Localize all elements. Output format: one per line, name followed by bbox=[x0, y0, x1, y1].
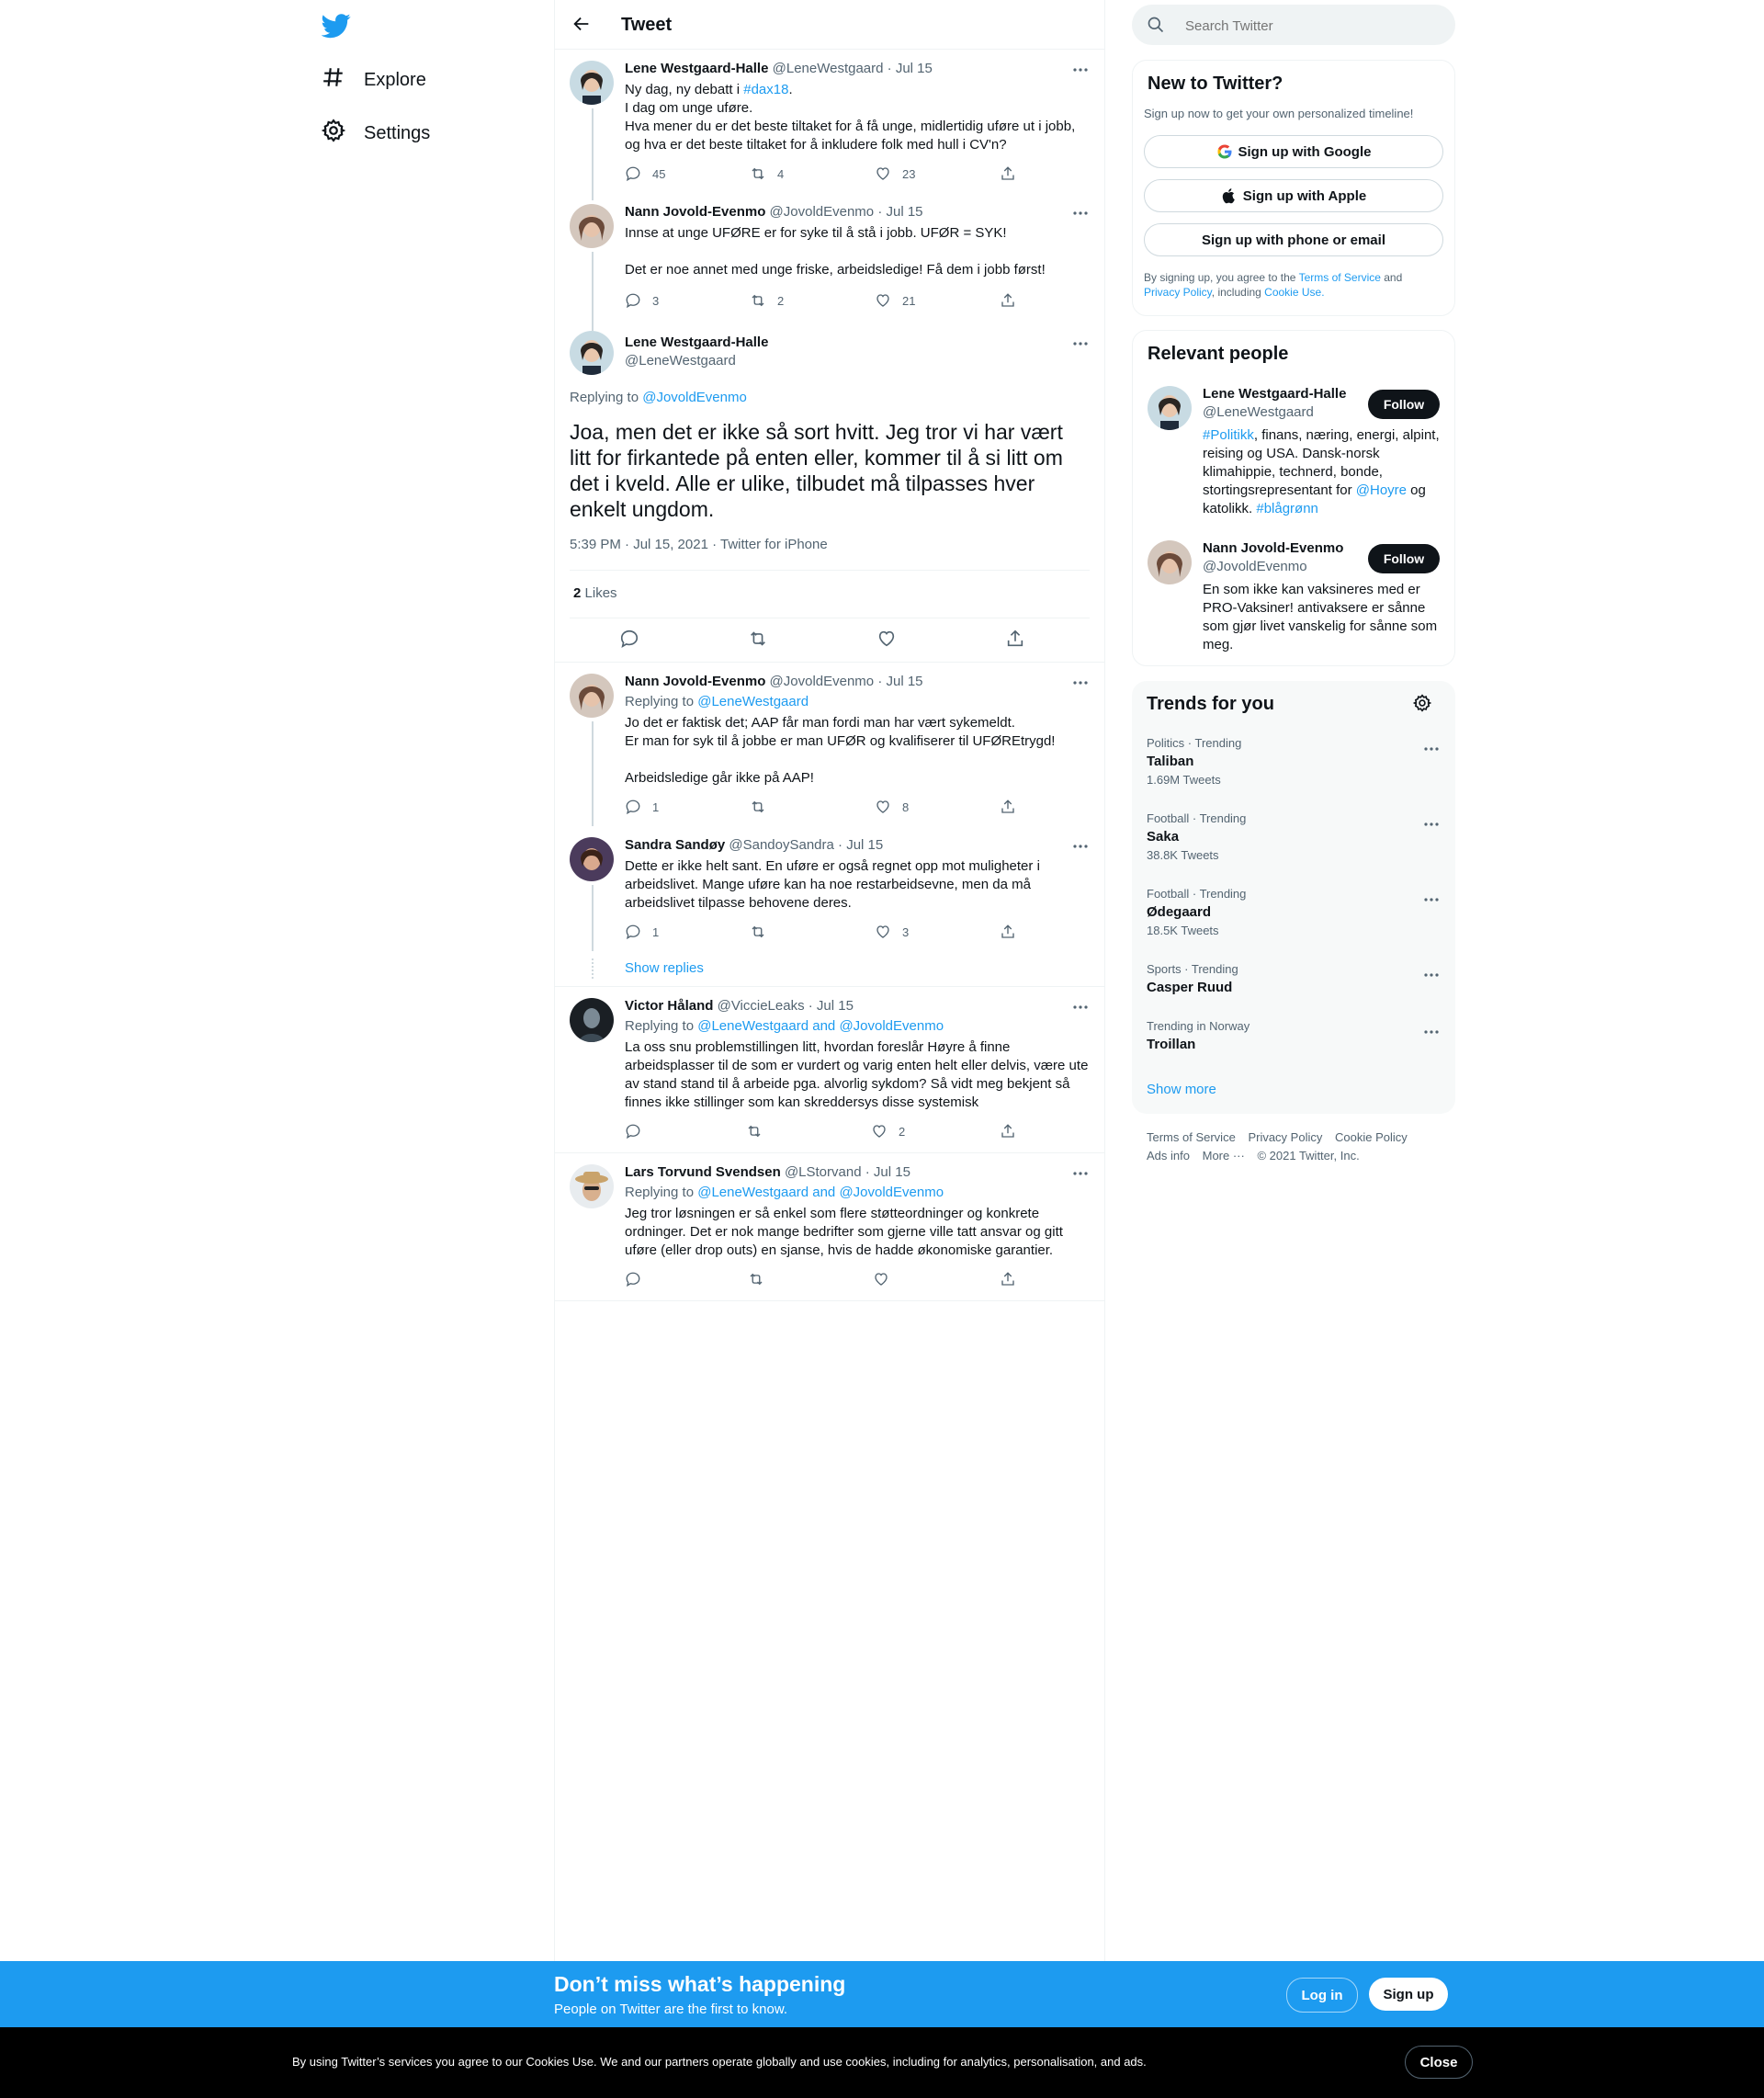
trend-item[interactable] bbox=[1147, 962, 1441, 995]
back-arrow-icon[interactable] bbox=[571, 14, 592, 34]
nav-explore-label: Explore bbox=[364, 69, 426, 90]
author-handle[interactable]: @ViccieLeaks bbox=[717, 998, 805, 1014]
tweet-actions bbox=[625, 165, 1011, 184]
trend-category: Politics · Trending bbox=[1147, 736, 1242, 750]
card-subtitle: Sign up now to get your own personalized timeline! bbox=[1144, 107, 1414, 120]
share-button[interactable] bbox=[1000, 799, 1027, 815]
trend-name: Casper Ruud bbox=[1147, 980, 1233, 995]
more-icon[interactable] bbox=[1071, 61, 1090, 79]
footer-ads-link[interactable]: Ads info bbox=[1147, 1149, 1190, 1162]
more-icon[interactable] bbox=[1422, 740, 1441, 758]
tweet-date[interactable]: · Jul 15 bbox=[865, 1164, 910, 1180]
heart-icon bbox=[875, 292, 891, 309]
likes-count: 2 bbox=[573, 585, 582, 601]
person-item[interactable] bbox=[1133, 386, 1454, 524]
reply-button[interactable] bbox=[625, 924, 659, 940]
cookie-banner bbox=[0, 2027, 1764, 2098]
tweet-date[interactable]: · Jul 15 bbox=[877, 204, 923, 220]
replying-label: Replying to bbox=[625, 1185, 698, 1200]
login-button[interactable]: Log in bbox=[1286, 1978, 1358, 2013]
tweet-text-part: Ny dag, ny debatt i bbox=[625, 82, 744, 97]
mention-link[interactable]: @LeneWestgaard and @JovoldEvenmo bbox=[697, 1018, 944, 1034]
divider bbox=[570, 570, 1090, 571]
like-button[interactable] bbox=[875, 924, 909, 940]
reply-button[interactable] bbox=[625, 799, 659, 815]
author-name[interactable]: Nann Jovold-Evenmo bbox=[625, 674, 766, 689]
trend-count: 38.8K Tweets bbox=[1147, 848, 1219, 862]
more-icon[interactable] bbox=[1422, 966, 1441, 984]
hashtag-link[interactable]: #Politikk bbox=[1203, 427, 1254, 443]
signup-apple-button[interactable] bbox=[1144, 179, 1443, 212]
mention-link[interactable]: @Hoyre bbox=[1355, 482, 1408, 498]
footer-links bbox=[1147, 1149, 1369, 1162]
legal-text: By signing up, you agree to the bbox=[1144, 271, 1299, 284]
avatar[interactable] bbox=[570, 331, 614, 375]
person-handle[interactable]: @LeneWestgaard bbox=[1203, 404, 1314, 420]
signup-apple-label: Sign up with Apple bbox=[1242, 187, 1367, 204]
reply-icon[interactable] bbox=[619, 629, 639, 653]
share-button[interactable] bbox=[1000, 924, 1027, 940]
like-button[interactable] bbox=[875, 292, 915, 309]
heart-icon bbox=[875, 799, 891, 815]
hashtag-link[interactable]: #blågrønn bbox=[1256, 501, 1318, 516]
banner-subtitle: People on Twitter are the first to know. bbox=[554, 2002, 788, 2017]
mention-link[interactable]: @JovoldEvenmo bbox=[642, 390, 747, 405]
search-box[interactable] bbox=[1132, 5, 1455, 45]
nav-settings[interactable] bbox=[322, 115, 430, 152]
trend-category: Football · Trending bbox=[1147, 811, 1247, 825]
trend-category: Trending in Norway bbox=[1147, 1019, 1250, 1033]
twitter-logo-icon[interactable] bbox=[322, 11, 351, 40]
footer-links bbox=[1147, 1130, 1417, 1144]
person-name[interactable]: Nann Jovold-Evenmo bbox=[1203, 540, 1344, 556]
author-handle[interactable]: @SandoySandra bbox=[729, 837, 834, 853]
avatar[interactable] bbox=[570, 1164, 614, 1208]
signup-google-button[interactable] bbox=[1144, 135, 1443, 168]
show-replies-link[interactable]: Show replies bbox=[625, 960, 704, 976]
signup-legal bbox=[1144, 270, 1438, 300]
replying-label: Replying to bbox=[625, 1018, 698, 1034]
reply-icon bbox=[625, 799, 641, 815]
footer-privacy-link[interactable]: Privacy Policy bbox=[1248, 1130, 1323, 1144]
author-name[interactable]: Lene Westgaard-Halle bbox=[625, 61, 769, 76]
follow-button[interactable]: Follow bbox=[1368, 544, 1440, 573]
trend-name: Taliban bbox=[1147, 754, 1194, 769]
share-button[interactable] bbox=[1000, 1123, 1027, 1140]
retweet-icon bbox=[750, 165, 766, 182]
tweet-text: Innse at unge UFØRE er for syke til å stå i jobb. UFØR = SYK! Det er noe annet med unge friske, arbeidsledige! Få dem i jobb først! bbox=[625, 225, 1046, 278]
share-button[interactable] bbox=[1000, 292, 1027, 309]
retweet-icon bbox=[750, 799, 766, 815]
avatar[interactable] bbox=[1148, 540, 1192, 584]
tweet-date[interactable]: · Jul 15 bbox=[887, 61, 933, 76]
author-name[interactable]: Lene Westgaard-Halle bbox=[625, 335, 769, 350]
more-icon[interactable] bbox=[1071, 204, 1090, 222]
heart-icon bbox=[873, 1271, 889, 1287]
hashtag-icon bbox=[322, 65, 364, 95]
nav-explore[interactable] bbox=[322, 62, 426, 98]
trend-item[interactable] bbox=[1147, 811, 1441, 862]
tweet-header bbox=[625, 1164, 910, 1180]
like-count: 21 bbox=[902, 293, 916, 308]
footer-more-link[interactable]: More ··· bbox=[1202, 1149, 1245, 1162]
author-handle[interactable]: @LStorvand bbox=[784, 1164, 862, 1180]
retweet-count: 2 bbox=[777, 293, 785, 308]
retweet-button[interactable] bbox=[748, 1271, 775, 1287]
tweet-actions bbox=[625, 1123, 1011, 1141]
apple-icon bbox=[1221, 187, 1238, 204]
heart-icon bbox=[871, 1123, 888, 1140]
heart-icon[interactable] bbox=[876, 629, 897, 653]
cookie-link[interactable]: Cookie Use. bbox=[1264, 286, 1325, 299]
replying-to bbox=[570, 390, 747, 405]
hashtag-link[interactable]: #dax18 bbox=[743, 82, 789, 97]
retweet-icon[interactable] bbox=[748, 629, 768, 653]
more-icon[interactable] bbox=[1071, 837, 1090, 856]
retweet-icon bbox=[746, 1123, 763, 1140]
legal-text: , including bbox=[1211, 286, 1265, 299]
card-title: New to Twitter? bbox=[1148, 74, 1283, 94]
trend-name: Saka bbox=[1147, 829, 1180, 845]
replying-label: Replying to bbox=[570, 390, 643, 405]
show-more-link[interactable]: Show more bbox=[1147, 1082, 1216, 1097]
gear-icon bbox=[322, 119, 364, 148]
thread-dots bbox=[592, 958, 595, 979]
avatar[interactable] bbox=[570, 998, 614, 1042]
legal-text: and bbox=[1380, 271, 1403, 284]
thread-line bbox=[592, 108, 594, 191]
reply-icon bbox=[625, 1271, 641, 1287]
person-item[interactable] bbox=[1133, 540, 1454, 651]
author-name[interactable]: Lars Torvund Svendsen bbox=[625, 1164, 781, 1180]
thread-line bbox=[592, 721, 594, 826]
tweet-header bbox=[625, 998, 854, 1014]
tweet-text: Jeg tror løsningen er så enkel som flere støtteordninger og konkrete ordninger. Det er nok mange bedrifter som gjerne ville tatt ansvar og gitt uføre (eller drop outs) en sjanse, hvis de hadde økonomiske garantier. bbox=[625, 1206, 1063, 1258]
trend-name: Troillan bbox=[1147, 1037, 1196, 1052]
trend-item[interactable] bbox=[1147, 1019, 1441, 1052]
replying-label: Replying to bbox=[625, 694, 698, 709]
tweet-text bbox=[625, 81, 1089, 154]
tweet-actions bbox=[625, 1271, 1011, 1289]
share-icon bbox=[1000, 165, 1016, 182]
tweet-header bbox=[625, 61, 933, 76]
reply-count: 1 bbox=[652, 800, 660, 814]
reply-tweet[interactable] bbox=[555, 987, 1104, 1152]
replying-to bbox=[625, 1018, 944, 1034]
search-icon bbox=[1147, 16, 1165, 34]
retweet-icon bbox=[750, 924, 766, 940]
share-icon bbox=[1000, 924, 1016, 940]
signup-button[interactable]: Sign up bbox=[1369, 1978, 1448, 2011]
retweet-button[interactable] bbox=[750, 799, 777, 815]
author-name[interactable]: Sandra Sandøy bbox=[625, 837, 726, 853]
retweet-icon bbox=[748, 1271, 764, 1287]
trend-count: 18.5K Tweets bbox=[1147, 924, 1219, 937]
like-button[interactable] bbox=[875, 165, 915, 182]
tweet-text: La oss snu problemstillingen litt, hvordan foreslår Høyre å finne arbeidsplasser til de som er vurdert og varig enten helt eller delvis, være ute av stand stand til å arbeide pga. alvorlig sykdom? Så vidt meg bekjent så finnes ikke stillinger som kan skreddersys disse systemisk bbox=[625, 1039, 1089, 1110]
trend-name: Ødegaard bbox=[1147, 904, 1212, 920]
share-icon bbox=[1000, 1123, 1016, 1140]
like-button[interactable] bbox=[875, 799, 909, 815]
main-author-name[interactable] bbox=[625, 335, 768, 350]
signup-google-label: Sign up with Google bbox=[1238, 143, 1372, 160]
footer-copyright: © 2021 Twitter, Inc. bbox=[1257, 1149, 1360, 1162]
avatar[interactable] bbox=[570, 61, 614, 105]
reply-button[interactable] bbox=[625, 1123, 652, 1140]
heart-icon bbox=[875, 924, 891, 940]
retweet-button[interactable] bbox=[750, 292, 784, 309]
gear-icon[interactable] bbox=[1413, 694, 1431, 712]
tweet-text: Jo det er faktisk det; AAP får man fordi man har vært sykemeldt. Er man for syk til å jobbe er man UFØR og kvalifiserer til UFØREtrygd! Arbeidsledige går ikke på AAP! bbox=[625, 715, 1056, 786]
signup-phone-button[interactable] bbox=[1144, 223, 1443, 256]
thread-line bbox=[592, 885, 594, 951]
thread-line bbox=[592, 252, 594, 329]
retweet-button[interactable] bbox=[746, 1123, 774, 1140]
author-handle[interactable]: @JovoldEvenmo bbox=[769, 204, 875, 220]
share-button[interactable] bbox=[1000, 165, 1027, 182]
more-icon[interactable] bbox=[1422, 815, 1441, 834]
new-to-twitter-card bbox=[1132, 60, 1455, 316]
avatar[interactable] bbox=[570, 674, 614, 718]
reply-tweet[interactable] bbox=[555, 826, 1104, 985]
retweet-icon bbox=[750, 292, 766, 309]
person-name[interactable]: Lene Westgaard-Halle bbox=[1203, 386, 1347, 402]
more-icon[interactable] bbox=[1071, 335, 1090, 353]
card-title: Trends for you bbox=[1147, 694, 1274, 714]
tweet-thread bbox=[554, 0, 1105, 1961]
author-name[interactable]: Nann Jovold-Evenmo bbox=[625, 204, 766, 220]
retweet-count: 4 bbox=[777, 166, 785, 181]
author-name[interactable]: Victor Håland bbox=[625, 998, 714, 1014]
reply-icon bbox=[625, 165, 641, 182]
more-icon[interactable] bbox=[1071, 674, 1090, 692]
person-handle[interactable]: @JovoldEvenmo bbox=[1203, 559, 1307, 574]
main-tweet-actions bbox=[555, 629, 1104, 651]
like-button[interactable] bbox=[871, 1123, 905, 1140]
more-icon[interactable] bbox=[1422, 890, 1441, 909]
replying-to bbox=[625, 694, 808, 709]
nav-settings-label: Settings bbox=[364, 122, 431, 143]
share-button[interactable] bbox=[1000, 1271, 1027, 1287]
avatar[interactable] bbox=[570, 837, 614, 881]
parent-tweet[interactable] bbox=[555, 50, 1104, 187]
avatar[interactable] bbox=[1148, 386, 1192, 430]
tweet-header bbox=[625, 837, 883, 853]
bio-text: og katolikk. bbox=[1203, 482, 1426, 516]
footer-cookie-link[interactable]: Cookie Policy bbox=[1334, 1130, 1408, 1144]
main-tweet bbox=[555, 325, 1104, 662]
more-icon[interactable] bbox=[1422, 1023, 1441, 1041]
reply-tweet[interactable] bbox=[555, 663, 1104, 826]
more-icon[interactable] bbox=[1071, 998, 1090, 1016]
card-title: Relevant people bbox=[1148, 344, 1289, 364]
like-count: 8 bbox=[902, 800, 910, 814]
likes-label: Likes bbox=[584, 585, 617, 601]
retweet-button[interactable] bbox=[750, 165, 784, 182]
share-icon bbox=[1000, 1271, 1016, 1287]
reply-button[interactable] bbox=[625, 1271, 652, 1287]
share-icon bbox=[1000, 799, 1016, 815]
trend-count: 1.69M Tweets bbox=[1147, 773, 1221, 787]
page-header bbox=[555, 0, 1104, 50]
tweet-date[interactable]: · Jul 15 bbox=[808, 998, 854, 1014]
replying-to bbox=[625, 1185, 944, 1200]
follow-button[interactable]: Follow bbox=[1368, 390, 1440, 419]
retweet-button[interactable] bbox=[750, 924, 777, 940]
reply-count: 3 bbox=[652, 293, 660, 308]
like-count: 3 bbox=[902, 924, 910, 939]
bio-text: , finans, næring, energi, alpint, reising og USA. Dansk-norsk klimahippie, technerd, bonde, stortingsrepresentant for bbox=[1203, 427, 1440, 498]
relevant-people-card bbox=[1132, 330, 1455, 666]
author-handle[interactable]: @JovoldEvenmo bbox=[769, 674, 875, 689]
share-icon[interactable] bbox=[1005, 629, 1025, 653]
like-count: 23 bbox=[902, 166, 916, 181]
footer-terms-link[interactable]: Terms of Service bbox=[1147, 1130, 1236, 1144]
like-count: 2 bbox=[899, 1124, 906, 1139]
tweet-actions bbox=[625, 292, 1011, 311]
reply-button[interactable] bbox=[625, 165, 665, 182]
more-icon[interactable] bbox=[1071, 1164, 1090, 1183]
divider bbox=[555, 1300, 1104, 1301]
tweet-date[interactable]: · Jul 15 bbox=[877, 674, 923, 689]
tweet-actions bbox=[625, 924, 1011, 942]
main-author-handle[interactable]: @LeneWestgaard bbox=[625, 353, 736, 369]
trend-category: Football · Trending bbox=[1147, 887, 1247, 901]
reply-tweet[interactable] bbox=[555, 1153, 1104, 1300]
person-bio: En som ikke kan vaksineres med er PRO-Vaksiner! antivaksere er sånne som gjør livet vanskelig for sånne som meg. bbox=[1203, 582, 1438, 652]
banner-title: Don’t miss what’s happening bbox=[554, 1972, 846, 1996]
parent-tweet[interactable] bbox=[555, 187, 1104, 325]
page-title: Tweet bbox=[621, 15, 673, 35]
signup-banner bbox=[0, 1961, 1764, 2027]
tweet-text: Dette er ikke helt sant. En uføre er også regnet opp mot muligheter i arbeidslivet. Mange uføre kan ha noe restarbeidsevne, men da må arbeidslivet tilpasse behovene deres. bbox=[625, 858, 1040, 911]
person-bio bbox=[1203, 426, 1442, 518]
reply-icon bbox=[625, 1123, 641, 1140]
avatar[interactable] bbox=[570, 204, 614, 248]
reply-count: 45 bbox=[652, 166, 666, 181]
cookie-text: By using Twitter’s services you agree to our Cookies Use. We and our partners operate globally and use cookies, including for analytics, personalisation, and ads. bbox=[292, 2055, 1147, 2069]
like-button[interactable] bbox=[873, 1271, 900, 1287]
main-tweet-text: Joa, men det er ikke så sort hvitt. Jeg tror vi har vært litt for firkantede på enten eller, kommer til å si litt om det i kveld. Alle er ulike, tilbudet må tilpasses hver enkelt ungdom. bbox=[570, 420, 1063, 521]
terms-link[interactable]: Terms of Service bbox=[1298, 271, 1381, 284]
reply-icon bbox=[625, 292, 641, 309]
trend-item[interactable] bbox=[1147, 736, 1441, 787]
share-icon bbox=[1000, 292, 1016, 309]
reply-icon bbox=[625, 924, 641, 940]
likes-stat[interactable] bbox=[573, 585, 617, 601]
privacy-link[interactable]: Privacy Policy bbox=[1144, 286, 1212, 299]
search-input[interactable] bbox=[1183, 5, 1444, 47]
mention-link[interactable]: @LeneWestgaard and @JovoldEvenmo bbox=[697, 1185, 944, 1200]
trends-card bbox=[1132, 681, 1455, 1114]
trend-item[interactable] bbox=[1147, 887, 1441, 937]
tweet-text-part: . I dag om unge uføre. Hva mener du er det beste tiltaket for å få unge, midlertidig uføre ut i jobb, og hva er det beste tiltaket for å inkludere folk med hull i CV'n? bbox=[625, 82, 1076, 153]
thread-line bbox=[592, 187, 594, 200]
google-icon bbox=[1216, 143, 1233, 160]
tweet-meta[interactable]: 5:39 PM · Jul 15, 2021 · Twitter for iPhone bbox=[570, 537, 828, 552]
tweet-header bbox=[625, 674, 923, 689]
tweet-header bbox=[625, 204, 923, 220]
reply-button[interactable] bbox=[625, 292, 659, 309]
tweet-date[interactable]: · Jul 15 bbox=[838, 837, 884, 853]
heart-icon bbox=[875, 165, 891, 182]
signup-phone-label: Sign up with phone or email bbox=[1201, 232, 1385, 248]
author-handle[interactable]: @LeneWestgaard bbox=[772, 61, 884, 76]
mention-link[interactable]: @LeneWestgaard bbox=[697, 694, 809, 709]
close-button[interactable]: Close bbox=[1405, 2046, 1473, 2079]
reply-count: 1 bbox=[652, 924, 660, 939]
trend-category: Sports · Trending bbox=[1147, 962, 1238, 976]
tweet-actions bbox=[625, 799, 1011, 817]
